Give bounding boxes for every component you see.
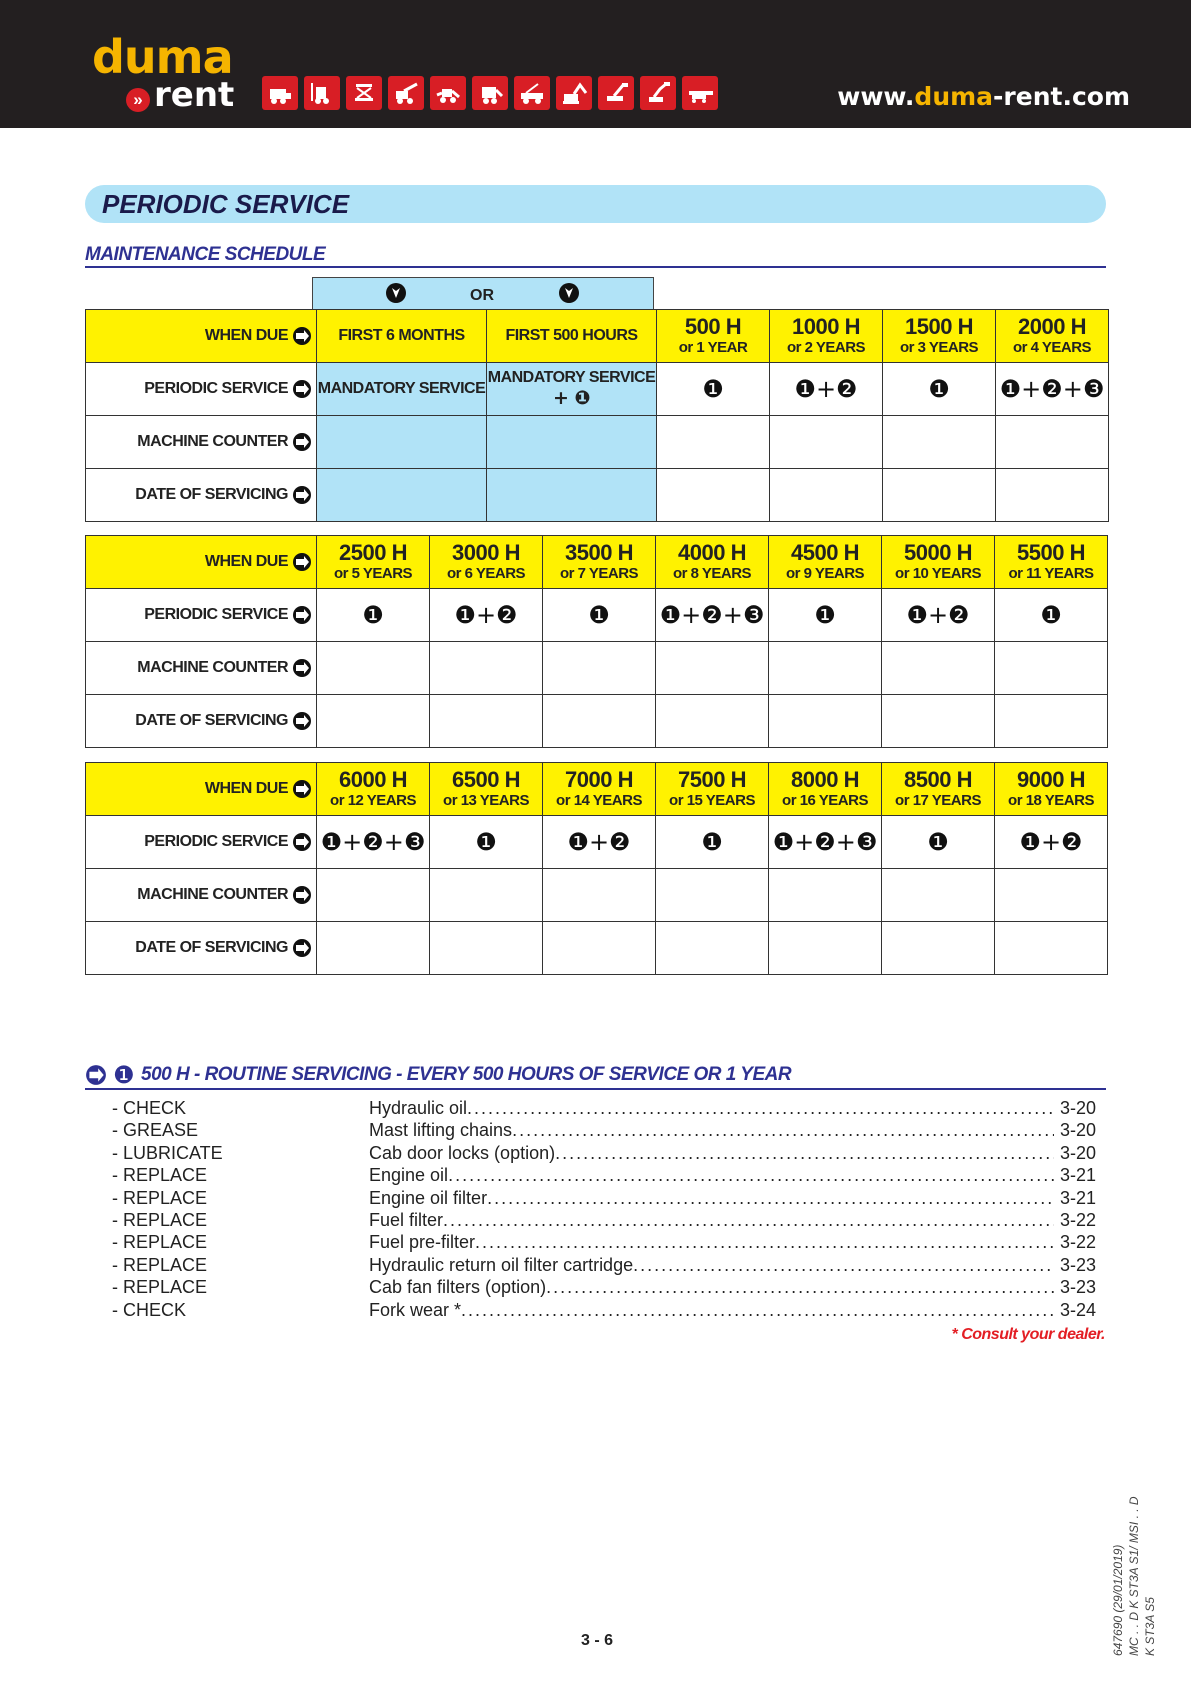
service-cell: ❶ [657, 363, 770, 416]
telehandler-icon [388, 76, 424, 110]
task-row [112, 1231, 1096, 1253]
maintenance-schedule-heading: MAINTENANCE SCHEDULE [85, 244, 1106, 268]
date-entry-cell[interactable] [769, 695, 882, 748]
counter-entry-cell[interactable] [317, 416, 487, 469]
due-cell: 6000 H or 12 YEARS [317, 763, 430, 816]
due-cell: 8500 H or 17 YEARS [882, 763, 995, 816]
due-first-500-hours: FIRST 500 HOURS [487, 310, 657, 363]
right-arrow-icon [292, 552, 312, 572]
dot-leader [512, 1119, 1054, 1141]
counter-entry-cell[interactable] [656, 869, 769, 922]
task-action: - REPLACE [112, 1209, 208, 1230]
task-row [112, 1142, 1096, 1164]
date-entry-cell[interactable] [487, 469, 657, 522]
scissor-lift-icon [346, 76, 382, 110]
task-description [369, 1164, 1096, 1186]
task-page-ref[interactable]: 3-22 [1059, 1209, 1096, 1230]
consult-dealer-note: * Consult your dealer. [951, 1326, 1105, 1343]
when-due-label: WHEN DUE [86, 536, 317, 589]
routine-servicing-heading [85, 1061, 1106, 1090]
counter-entry-cell[interactable] [769, 642, 882, 695]
machine-counter-label: MACHINE COUNTER [86, 642, 317, 695]
task-row [112, 1187, 1096, 1209]
task-action: - REPLACE [112, 1187, 208, 1208]
service-cell: ❶+❷ [770, 363, 883, 416]
task-description [369, 1299, 1096, 1321]
dot-leader [475, 1231, 1054, 1253]
service-cell: ❶+❷ [882, 589, 995, 642]
mandatory-service-plus-cell: MANDATORY SERVICE + ❶ [487, 363, 657, 416]
service-cell: ❶+❷ [543, 816, 656, 869]
task-item: Fuel filter [369, 1209, 444, 1230]
due-cell: 3000 H or 6 YEARS [430, 536, 543, 589]
service-cell: ❶+❷+❸ [656, 589, 769, 642]
counter-entry-cell[interactable] [656, 642, 769, 695]
date-of-servicing-label: DATE OF SERVICING [86, 469, 317, 522]
date-entry-cell[interactable] [317, 922, 430, 975]
task-row [112, 1119, 1096, 1141]
right-arrow-icon [292, 485, 312, 505]
service-cell: ❶+❷+❸ [317, 816, 430, 869]
counter-entry-cell[interactable] [657, 416, 770, 469]
task-row [112, 1209, 1096, 1231]
task-item: Engine oil [369, 1165, 449, 1186]
task-row [112, 1276, 1096, 1298]
date-entry-cell[interactable] [657, 469, 770, 522]
counter-entry-cell[interactable] [430, 869, 543, 922]
service-cell: ❶+❷ [995, 816, 1108, 869]
dot-leader [443, 1209, 1054, 1231]
task-page-ref[interactable]: 3-21 [1059, 1165, 1096, 1186]
task-item: Fuel pre-filter [369, 1232, 476, 1253]
right-arrow-icon [292, 711, 312, 731]
counter-entry-cell[interactable] [882, 642, 995, 695]
right-arrow-icon [292, 832, 312, 852]
service-cell: ❶+❷+❸ [769, 816, 882, 869]
task-row [112, 1164, 1096, 1186]
service-1-badge-icon: ❶ [113, 1061, 135, 1089]
routine-task-list [112, 1097, 1096, 1321]
task-action: - REPLACE [112, 1165, 208, 1186]
right-arrow-icon [292, 432, 312, 452]
date-entry-cell[interactable] [430, 922, 543, 975]
service-cell: ❶ [995, 589, 1108, 642]
right-arrow-icon [292, 938, 312, 958]
counter-entry-cell[interactable] [995, 869, 1108, 922]
or-header-box [312, 277, 654, 310]
counter-entry-cell[interactable] [317, 642, 430, 695]
date-entry-cell[interactable] [430, 695, 543, 748]
task-description [369, 1142, 1096, 1164]
date-entry-cell[interactable] [317, 469, 487, 522]
website-link[interactable]: www.duma-rent.com [837, 82, 1130, 111]
right-arrow-icon [85, 1064, 107, 1086]
date-of-servicing-label: DATE OF SERVICING [86, 922, 317, 975]
task-item: Hydraulic oil [369, 1098, 468, 1118]
task-page-ref[interactable]: 3-21 [1059, 1187, 1096, 1208]
date-entry-cell[interactable] [996, 469, 1109, 522]
due-cell: 4500 H or 9 YEARS [769, 536, 882, 589]
due-cell: 5500 H or 11 YEARS [995, 536, 1108, 589]
dot-leader [546, 1276, 1054, 1298]
machine-icon-strip [262, 76, 718, 110]
dot-leader [461, 1299, 1054, 1321]
counter-entry-cell[interactable] [317, 869, 430, 922]
task-item: Hydraulic return oil filter cartridge [369, 1254, 634, 1275]
date-entry-cell[interactable] [543, 695, 656, 748]
task-action: - LUBRICATE [112, 1142, 223, 1163]
dot-leader [555, 1142, 1054, 1164]
due-first-6-months: FIRST 6 MONTHS [317, 310, 487, 363]
task-description [369, 1187, 1096, 1209]
right-arrow-icon [292, 658, 312, 678]
periodic-service-label: PERIODIC SERVICE [86, 589, 317, 642]
task-item: Fork wear * [369, 1299, 462, 1320]
task-action: - CHECK [112, 1299, 187, 1320]
articulated-boom-icon [640, 76, 676, 110]
task-page-ref[interactable]: 3-20 [1059, 1142, 1096, 1163]
section-banner [85, 185, 1106, 223]
section-title: PERIODIC SERVICE [102, 189, 350, 219]
task-page-ref[interactable]: 3-20 [1059, 1098, 1096, 1118]
date-entry-cell[interactable] [656, 695, 769, 748]
task-page-ref[interactable]: 3-20 [1059, 1120, 1096, 1141]
date-entry-cell[interactable] [770, 469, 883, 522]
due-cell: 7000 H or 14 YEARS [543, 763, 656, 816]
date-of-servicing-label: DATE OF SERVICING [86, 695, 317, 748]
service-cell: ❶ [543, 589, 656, 642]
task-description [369, 1276, 1096, 1298]
task-description [369, 1254, 1096, 1276]
counter-entry-cell[interactable] [996, 416, 1109, 469]
task-action: - REPLACE [112, 1232, 208, 1253]
counter-entry-cell[interactable] [770, 416, 883, 469]
date-entry-cell[interactable] [882, 922, 995, 975]
document-reference: 647690 (29/01/2019) MC . . D K ST3A S1/ MSI . . D K ST3A S5 [1111, 1496, 1157, 1656]
service-cell: ❶+❷ [430, 589, 543, 642]
routine-servicing-title: 500 H - ROUTINE SERVICING - EVERY 500 HOURS OF SERVICE OR 1 YEAR [141, 1064, 792, 1085]
right-arrow-icon [292, 326, 312, 346]
dot-leader [467, 1097, 1054, 1119]
task-row [112, 1097, 1096, 1119]
or-label: OR [470, 287, 494, 304]
right-arrow-icon [292, 885, 312, 905]
crane-truck-icon [514, 76, 550, 110]
counter-entry-cell[interactable] [430, 642, 543, 695]
mini-loader-icon [472, 76, 508, 110]
task-action: - CHECK [112, 1098, 187, 1118]
machine-counter-label: MACHINE COUNTER [86, 416, 317, 469]
date-entry-cell[interactable] [882, 695, 995, 748]
due-cell: 6500 H or 13 YEARS [430, 763, 543, 816]
mast-lift-icon [682, 76, 718, 110]
service-cell: ❶ [317, 589, 430, 642]
task-action: - REPLACE [112, 1254, 208, 1275]
date-entry-cell[interactable] [543, 922, 656, 975]
service-cell: ❶ [882, 816, 995, 869]
task-row [112, 1299, 1096, 1321]
schedule-table-2 [85, 535, 1108, 748]
service-cell: ❶ [769, 589, 882, 642]
task-item: Cab door locks (option) [369, 1142, 556, 1163]
counter-entry-cell[interactable] [769, 869, 882, 922]
due-cell: 7500 H or 15 YEARS [656, 763, 769, 816]
counter-entry-cell[interactable] [487, 416, 657, 469]
due-cell: 5000 H or 10 YEARS [882, 536, 995, 589]
task-description [369, 1209, 1096, 1231]
when-due-label: WHEN DUE [86, 310, 317, 363]
date-entry-cell[interactable] [995, 695, 1108, 748]
logo-rent-text: rent [154, 75, 235, 115]
date-entry-cell[interactable] [656, 922, 769, 975]
task-page-ref[interactable]: 3-23 [1059, 1254, 1096, 1275]
due-cell: 2500 H or 5 YEARS [317, 536, 430, 589]
task-item: Mast lifting chains [369, 1120, 513, 1141]
service-cell: ❶+❷+❸ [996, 363, 1109, 416]
task-item: Engine oil filter [369, 1187, 488, 1208]
task-description [369, 1119, 1096, 1141]
due-cell: 1000 H or 2 YEARS [770, 310, 883, 363]
right-arrow-icon [292, 779, 312, 799]
task-action: - GREASE [112, 1120, 199, 1141]
service-cell: ❶ [656, 816, 769, 869]
right-arrow-icon [292, 605, 312, 625]
due-cell: 9000 H or 18 YEARS [995, 763, 1108, 816]
task-row [112, 1254, 1096, 1276]
service-cell: ❶ [883, 363, 996, 416]
task-page-ref[interactable]: 3-23 [1059, 1277, 1096, 1298]
task-action: - REPLACE [112, 1277, 208, 1298]
due-cell: 3500 H or 7 YEARS [543, 536, 656, 589]
counter-entry-cell[interactable] [882, 869, 995, 922]
down-arrow-icon [385, 282, 407, 304]
counter-entry-cell[interactable] [543, 869, 656, 922]
periodic-service-label: PERIODIC SERVICE [86, 816, 317, 869]
boom-lift-icon [598, 76, 634, 110]
task-description [369, 1097, 1096, 1119]
page-header [0, 0, 1191, 128]
machine-counter-label: MACHINE COUNTER [86, 869, 317, 922]
date-entry-cell[interactable] [883, 469, 996, 522]
counter-entry-cell[interactable] [995, 642, 1108, 695]
mandatory-service-cell: MANDATORY SERVICE [317, 363, 487, 416]
forklift-icon [304, 76, 340, 110]
backhoe-icon [430, 76, 466, 110]
date-entry-cell[interactable] [769, 922, 882, 975]
task-page-ref[interactable]: 3-24 [1059, 1299, 1096, 1320]
when-due-label: WHEN DUE [86, 763, 317, 816]
dot-leader [448, 1164, 1054, 1186]
schedule-table-3 [85, 762, 1108, 975]
due-cell: 500 H or 1 YEAR [657, 310, 770, 363]
due-cell: 2000 H or 4 YEARS [996, 310, 1109, 363]
counter-entry-cell[interactable] [883, 416, 996, 469]
page-number: 3 - 6 [581, 1632, 614, 1649]
schedule-table-1 [85, 309, 1109, 522]
due-cell: 8000 H or 16 YEARS [769, 763, 882, 816]
down-arrow-icon [558, 282, 580, 304]
right-arrow-icon [292, 379, 312, 399]
excavator-icon [556, 76, 592, 110]
logo-duma-text: duma [92, 30, 233, 84]
logo-chevron-icon: » [126, 88, 150, 112]
task-item: Cab fan filters (option) [369, 1277, 547, 1298]
dot-leader [633, 1254, 1054, 1276]
service-cell: ❶ [430, 816, 543, 869]
skid-steer-icon [262, 76, 298, 110]
task-page-ref[interactable]: 3-22 [1059, 1232, 1096, 1253]
periodic-service-label: PERIODIC SERVICE [86, 363, 317, 416]
due-cell: 4000 H or 8 YEARS [656, 536, 769, 589]
dot-leader [487, 1187, 1054, 1209]
due-cell: 1500 H or 3 YEARS [883, 310, 996, 363]
task-description [369, 1231, 1096, 1253]
date-entry-cell[interactable] [317, 695, 430, 748]
date-entry-cell[interactable] [995, 922, 1108, 975]
counter-entry-cell[interactable] [543, 642, 656, 695]
